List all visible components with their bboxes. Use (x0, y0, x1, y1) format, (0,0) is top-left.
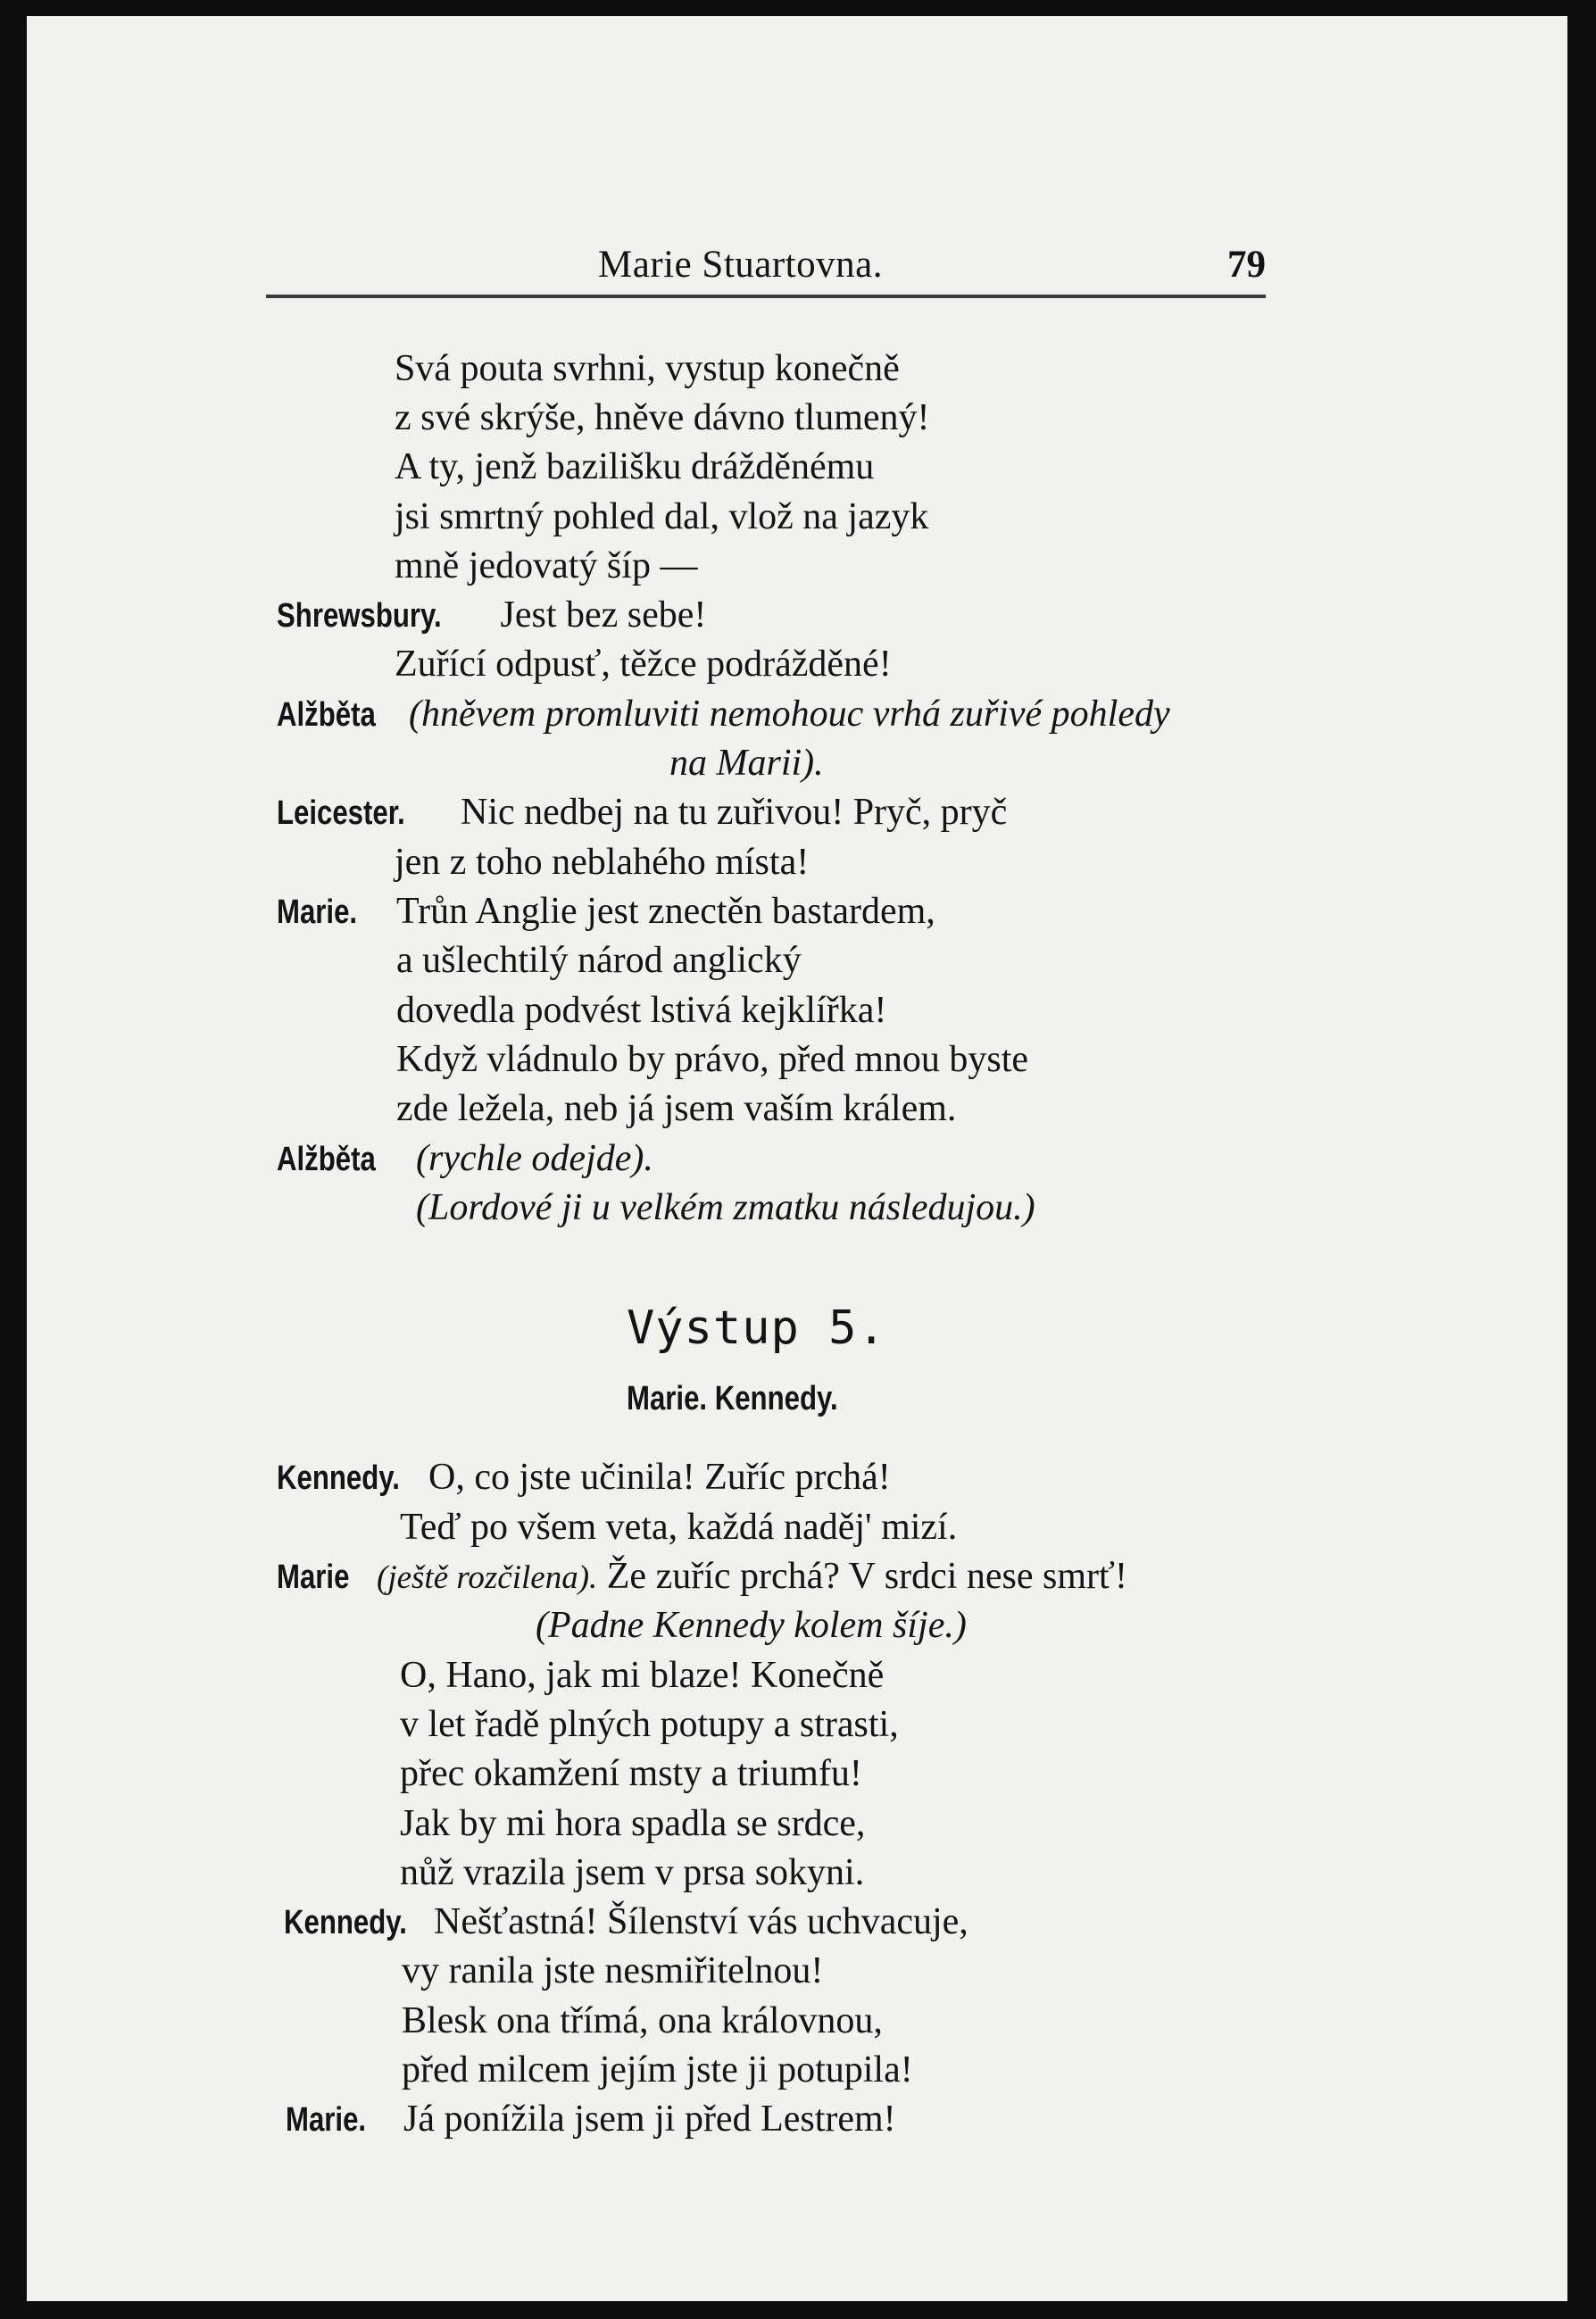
verse-line: dovedla podvést lstivá kejklířka! (396, 990, 887, 1031)
stage-direction: (Padne Kennedy kolem šíje.) (536, 1605, 967, 1646)
verse-line: A ty, jenž bazilišku drážděnému (395, 446, 875, 487)
verse-line: nůž vrazila jsem v prsa sokyni. (400, 1852, 865, 1893)
scene-title: Výstup 5. (627, 1301, 886, 1355)
verse-line: Svá pouta svrhni, vystup konečně (395, 348, 900, 389)
header-rule (266, 295, 1266, 298)
speaker-name: Alžběta (277, 1141, 376, 1178)
speech-line: Kennedy. O, co jste učinila! Zuříc prchá! (277, 1455, 891, 1500)
speaker-name: Marie. (277, 894, 358, 931)
stage-direction: (hněvem promluviti nemohouc vrhá zuřivé pohledy (409, 694, 1170, 735)
verse-line: zde ležela, neb já jsem vaším králem. (396, 1088, 957, 1129)
speech-line: Marie (ještě rozčilena). Že zuříc prchá? V srdci nese smrť! (277, 1554, 1127, 1600)
verse-line: před milcem jejím jste ji potupila! (402, 2049, 913, 2090)
speaker-name: Kennedy. (284, 1904, 407, 1941)
speech-line: Shrewsbury. Jest bez sebe! (277, 593, 706, 638)
page-header (266, 223, 1266, 295)
verse-line: přec okamžení msty a triumfu! (400, 1753, 862, 1794)
speaker-name: Marie (277, 1558, 350, 1596)
scene-characters: Marie. Kennedy. (627, 1380, 838, 1417)
verse-line: v let řadě plných potupy a strasti, (400, 1704, 899, 1745)
verse-line: O, Hano, jak mi blaze! Konečně (400, 1655, 885, 1696)
verse-line: Blesk ona třímá, ona královnou, (402, 2000, 883, 2041)
verse-line: Teď po všem veta, každá naděj' mizí. (400, 1507, 958, 1548)
speech-line: Marie. Já ponížila jsem ji před Lestrem! (286, 2097, 896, 2142)
stage-direction: (ještě rozčilena). (377, 1559, 598, 1596)
verse-line: jsi smrtný pohled dal, vlož na jazyk (395, 496, 929, 537)
verse-line: Zuřící odpusť, těžce podrážděné! (395, 644, 892, 685)
stage-direction: na Marii). (669, 743, 824, 784)
speech-line: Leicester. Nic nedbej na tu zuřivou! Pryč, pryč (277, 790, 1007, 835)
verse-line: jen z toho neblahého místa! (395, 842, 810, 883)
speaker-name: Kennedy. (277, 1459, 400, 1497)
speech-line (277, 692, 1170, 737)
verse-line: Jak by mi hora spadla se srdce, (400, 1803, 866, 1844)
speech-line: Kennedy. Nešťastná! Šílenství vás uchvacuje, (284, 1899, 968, 1945)
speaker-name: Leicester. (277, 794, 405, 832)
speech-line (277, 1136, 653, 1182)
speaker-name: Shrewsbury. (277, 597, 442, 635)
speaker-name: Marie. (286, 2101, 367, 2139)
verse-line: a ušlechtilý národ anglický (396, 940, 802, 981)
stage-direction: (Lordové ji u velkém zmatku následujou.) (416, 1187, 1035, 1228)
verse-line: vy ranila jste nesmiřitelnou! (402, 1950, 824, 1991)
verse-line: Když vládnulo by právo, před mnou byste (396, 1039, 1029, 1080)
verse-line: mně jedovatý šíp — (395, 545, 698, 586)
stage-direction: (rychle odejde). (416, 1138, 653, 1179)
verse-line: z své skrýše, hněve dávno tlumený! (395, 397, 930, 438)
book-page (27, 16, 1567, 2301)
speaker-name: Alžběta (277, 696, 376, 734)
running-title: Marie Stuartovna. (598, 244, 883, 286)
speech-line: Marie. Trůn Anglie jest znectěn bastardem, (277, 889, 935, 935)
page-number: 79 (1227, 244, 1266, 286)
